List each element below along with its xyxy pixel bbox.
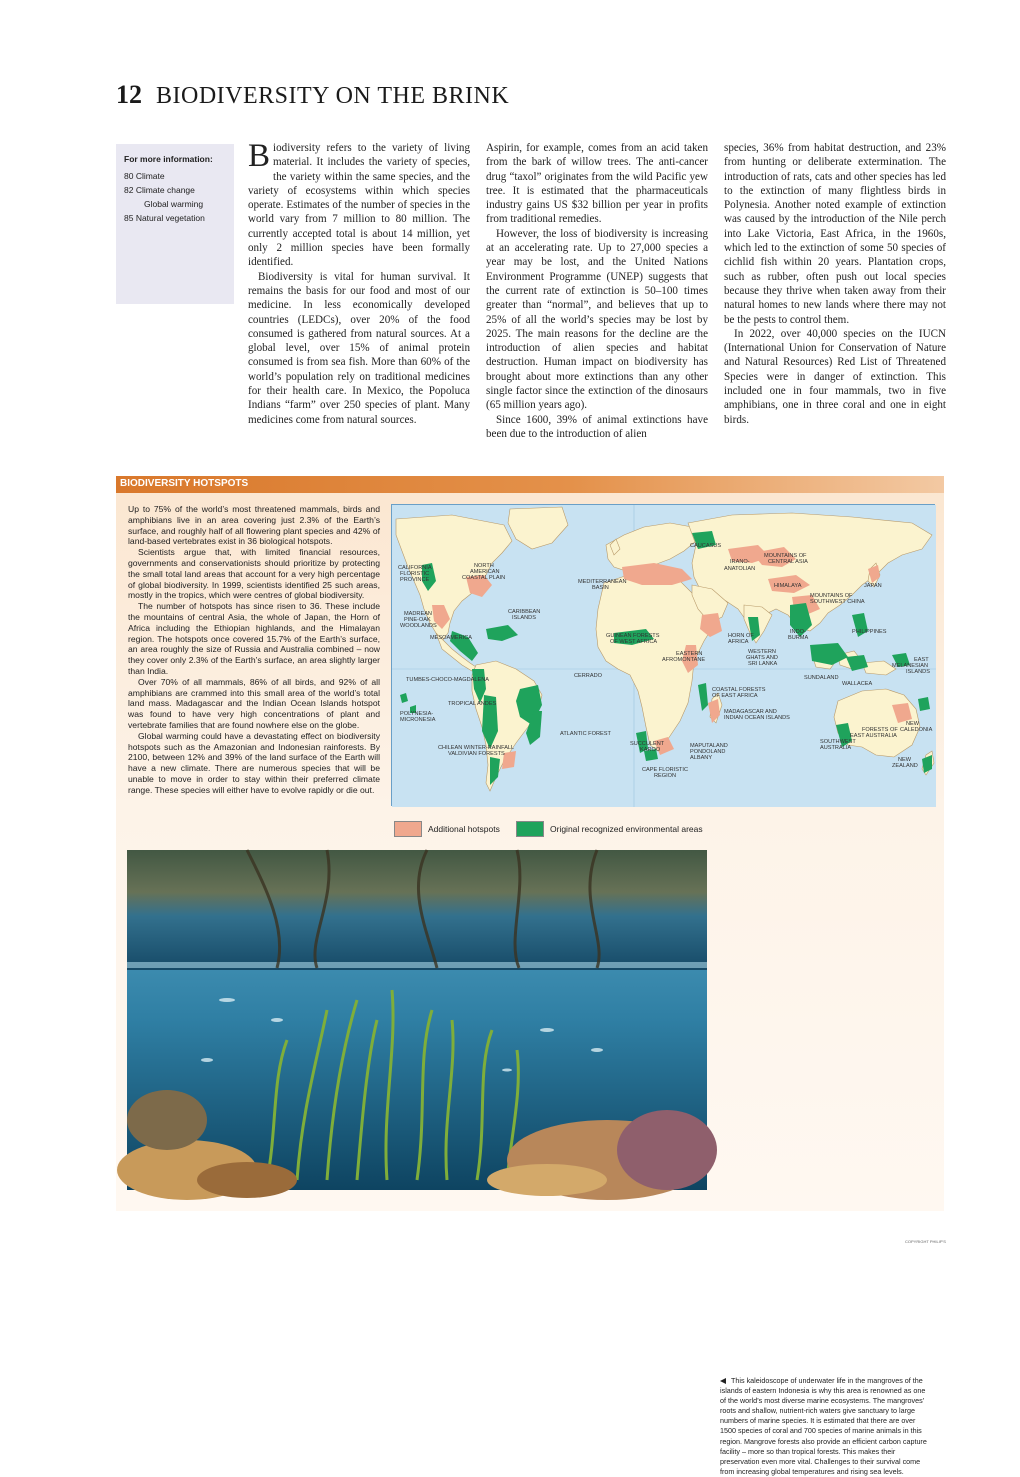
mangrove-underwater-photo: [127, 850, 707, 1190]
legend-additional-hotspots: [394, 819, 500, 839]
map-label: SUNDALAND: [804, 675, 839, 681]
mangrove-photo-illustration: [127, 850, 707, 1190]
map-label: CALIFORNIA: [398, 565, 432, 571]
map-label: HORN OF: [728, 633, 754, 639]
map-label: OF EAST AFRICA: [712, 693, 758, 699]
copyright-notice: COPYRIGHT PHILIP'S: [905, 1239, 946, 1244]
map-label: JAPAN: [864, 583, 882, 589]
info-link-global-warming[interactable]: Global warming: [144, 199, 204, 209]
drop-cap: B: [248, 138, 271, 174]
legend-swatch-original: [516, 821, 544, 837]
map-label: REGION: [654, 773, 677, 779]
legend-swatch-additional: [394, 821, 422, 837]
map-label: FORESTS OF: [862, 727, 898, 733]
map-label: IRANO-: [730, 559, 750, 565]
world-map-svg: [392, 505, 936, 807]
intro-paragraph: [248, 138, 470, 270]
world-hotspots-map: [391, 504, 935, 806]
map-label: MAPUTALAND: [690, 743, 728, 749]
map-label: ATLANTIC FOREST: [560, 731, 611, 737]
intro-paragraph: Aspirin, for example, comes from an acid taken from the bark of willow trees. The anti-cancer drug “taxol” originates from the wild Pacific yew tree. It is estimated that the pharmaceuticals industry gains US $32 billion per year in profits from traditional remedies.: [486, 142, 708, 226]
map-label: BURMA: [788, 635, 809, 641]
page-header: [116, 80, 509, 114]
map-label: NEW: [906, 721, 920, 727]
caption-text: This kaleidoscope of underwater life in the mangroves of the islands of eastern Indonesia is why this area is renowned as one of the world’s most diverse marine ecosystems. The mangroves’ roots and shallow, nutrient-rich waters give sanctuary to large numbers of marine species. It is estimated that there are over 1500 species of coral and 700 species of marine animals in this region. Mangrove forests also provide an efficient carbon capture facility – more so than tropical forests. This makes their preservation even more vital. Challenges to their survival come from increasing global temperatures and rising sea levels.: [720, 1376, 927, 1476]
map-label: KAROO: [640, 747, 661, 753]
map-label: TUMBES-CHOCO-MAGDALENA: [406, 677, 489, 683]
legend-original-areas: [516, 819, 703, 839]
hotspots-text: [128, 504, 380, 796]
hotspot-new-caledonia: [918, 697, 930, 711]
map-label: OF WEST AFRICA: [610, 639, 658, 645]
map-label: WESTERN: [748, 649, 776, 655]
map-label: INDIAN OCEAN ISLANDS: [724, 715, 790, 721]
intro-paragraph: species, 36% from habitat destruction, and 23% from hunting or deliberate extermination. The introduction of rats, cats and other species has led to the extinction of many flightless birds in Polynesia. Another noted example of extinction was caused by the introduction of the Nile perch into Lake Victoria, East Africa, in the 1960s, which led to the extinction of some 50 species of cichlid fish within 20 years. Plantation crops, such as rubber, often push out local species because they thrive when taken away from their natural homes to new lands where there may not be the pests to control them.: [724, 142, 946, 326]
map-label: INDO-: [790, 629, 806, 635]
hotspots-paragraph: Global warming could have a devastating effect on biodiversity hotspots such as the Amazonian and Indonesian rainforests. By 2100, between 12% and 39% of the land surface of the Earth will have a new climate. There are numerous species that will be unable to move in order to stay within their preferred climate range. These species will either have to evolve rapidly or die out.: [128, 730, 380, 795]
map-label: ISLANDS: [906, 669, 930, 675]
info-heading: For more information:: [124, 154, 213, 164]
map-label: PHILIPPINES: [852, 629, 887, 635]
map-label: NORTH: [474, 563, 494, 569]
map-label: MADREAN: [404, 611, 432, 617]
map-label: PINE-OAK: [404, 617, 431, 623]
map-label: MELANESIAN: [892, 663, 929, 669]
intro-paragraph: Since 1600, 39% of animal extinctions have been due to the introduction of alien: [486, 413, 708, 440]
photo-caption: [720, 1376, 930, 1477]
map-label: GUINEAN FORESTS: [606, 633, 660, 639]
map-label: WOODLANDS: [400, 623, 437, 629]
map-label: VALDIVIAN FORESTS: [448, 751, 505, 757]
map-label: AMERICAN: [470, 569, 500, 575]
map-label: BASIN: [592, 585, 609, 591]
intro-paragraph: Biodiversity is vital for human survival. It remains the basis for our food and most of our medicine. In less economically developed countries (LEDCs), over 20% of the food consumed is gathered from natural sources. At a global level, over 15% of animal protein consumed is from sea fish. More than 60% of the world’s population rely on traditional medicines for their health care. In Mexico, the Popoluca Indians “farm” over 250 species of plant. Many medicines come from natural sources.: [248, 270, 470, 426]
map-label: NEW: [898, 757, 912, 763]
map-label: GHATS AND: [746, 655, 778, 661]
more-information-box: [116, 144, 234, 304]
info-link-climate[interactable]: 80 Climate: [124, 171, 165, 181]
map-label: COASTAL PLAIN: [462, 575, 506, 581]
map-label: AUSTRALIA: [820, 745, 852, 751]
hotspots-paragraph: The number of hotspots has since risen to 36. These include the mountains of central Asia, the whole of Japan, the Horn of Africa including the Ethiopian highlands, and the Himalayan region. The hotspots once covered 15.7% of the Earth’s surface, an area roughly the size of Russia and Australia combined – now they cover only 2.3% of the Earth’s surface, an area slightly larger than India.: [128, 601, 380, 676]
map-label: WALLACEA: [842, 681, 873, 687]
map-label: MADAGASCAR AND: [724, 709, 777, 715]
map-label: MEDITERRANEAN: [578, 579, 627, 585]
map-label: MOUNTAINS OF: [810, 593, 853, 599]
map-label: ISLANDS: [512, 615, 536, 621]
map-label: CENTRAL ASIA: [768, 559, 808, 565]
map-label: ZEALAND: [892, 763, 918, 769]
page-title: BIODIVERSITY ON THE BRINK: [156, 83, 510, 109]
intro-paragraph: However, the loss of biodiversity is increasing at an accelerating rate. Up to 27,000 species a year may be lost, and the United Nations Environment Programme (UNEP) suggests that the current rate of extinction is 50–100 times greater than “normal”, and believes that up to 25% of all the world’s species may be lost by 2025. The main reasons for the decline are the introduction of alien species and habitat destruction. Human impact on biodiversity has brought about more extinctions than any other single factor since the extinction of the dinosaurs (65 million years ago).: [486, 227, 708, 412]
intro-column-3: [724, 141, 946, 427]
intro-column-1: [248, 138, 470, 427]
map-label: POLYNESIA-: [400, 711, 434, 717]
map-label: SRI LANKA: [748, 661, 778, 667]
map-label: ALBANY: [690, 755, 713, 761]
map-label: CARIBBEAN: [508, 609, 541, 615]
map-label: CHILEAN WINTER-RAINFALL: [438, 745, 515, 751]
intro-text: iodiversity refers to the variety of living material. It includes the variety of species, the variety within the same species, and the variety of ecosystems within which species operate. Estimates of the number of species in the world vary from 7 million to 80 million. The currently accepted total is about 14 million, yet only 2 million species have been formally identified.: [248, 142, 470, 269]
map-label: MESOAMERICA: [430, 635, 472, 641]
map-label: EAST: [914, 657, 929, 663]
intro-column-2: [486, 141, 708, 441]
map-label: CERRADO: [574, 673, 602, 679]
map-label: CAPE FLORISTIC: [642, 767, 689, 773]
legend-label: Additional hotspots: [428, 824, 500, 834]
map-label: FLORISTIC: [400, 571, 430, 577]
map-label: PONDOLAND: [690, 749, 726, 755]
legend-label: Original recognized environmental areas: [550, 824, 703, 834]
map-label: ANATOLIAN: [724, 566, 756, 572]
intro-paragraph: In 2022, over 40,000 species on the IUCN (International Union for Conservation of Nature and Natural Resources) Red List of Threatened Species were in danger of extinction. This included one in four mammals, two in five amphibians, one in three coral and one in eight birds.: [724, 327, 946, 426]
map-label: EASTERN: [676, 651, 703, 657]
map-label: CAUCASUS: [690, 543, 722, 549]
left-arrow-icon: [720, 1378, 726, 1384]
map-label: TROPICAL ANDES: [448, 701, 497, 707]
map-label: COASTAL FORESTS: [712, 687, 766, 693]
map-label: HIMALAYA: [774, 583, 802, 589]
map-label: MOUNTAINS OF: [764, 553, 807, 559]
map-label: SOUTHWEST CHINA: [810, 599, 865, 605]
hotspots-header-bar: [116, 476, 944, 493]
hotspots-paragraph: Up to 75% of the world’s most threatened mammals, birds and amphibians live in an area covering just 2.3% of the Earth’s surface, and roughly half of all flowering plant species and 42% of land-based vertebrates exist in 36 biological hotspots.: [128, 504, 380, 547]
info-link-natural-vegetation[interactable]: 85 Natural vegetation: [124, 213, 205, 223]
info-link-climate-change[interactable]: 82 Climate change: [124, 185, 195, 195]
hotspots-title: BIODIVERSITY HOTSPOTS: [120, 478, 249, 489]
hotspots-paragraph: Over 70% of all mammals, 86% of all birds, and 92% of all amphibians are crammed into this small area of the world’s total land mass. Madagascar and the Indian Ocean Islands hotspot was found to have very high concentrations of plant and vertebrate families that are found nowhere else on the globe.: [128, 676, 380, 730]
map-label: SUCCULENT: [630, 741, 665, 747]
map-label: SOUTHWEST: [820, 739, 856, 745]
hotspots-paragraph: Scientists argue that, with limited financial resources, governments and conservationists should prioritize by protecting the small total land areas that account for a very high percentage of global biodiversity. In 1999, scientists identified 25 such areas, mostly in the tropics, which were centres of global biodiversity.: [128, 547, 380, 601]
map-label: CALEDONIA: [900, 727, 933, 733]
page-number: 12: [116, 80, 142, 109]
map-label: EAST AUSTRALIA: [850, 733, 897, 739]
map-label: AFROMONTANE: [662, 657, 706, 663]
map-label: AFRICA: [728, 639, 749, 645]
map-label: MICRONESIA: [400, 717, 436, 723]
map-label: PROVINCE: [400, 577, 430, 583]
